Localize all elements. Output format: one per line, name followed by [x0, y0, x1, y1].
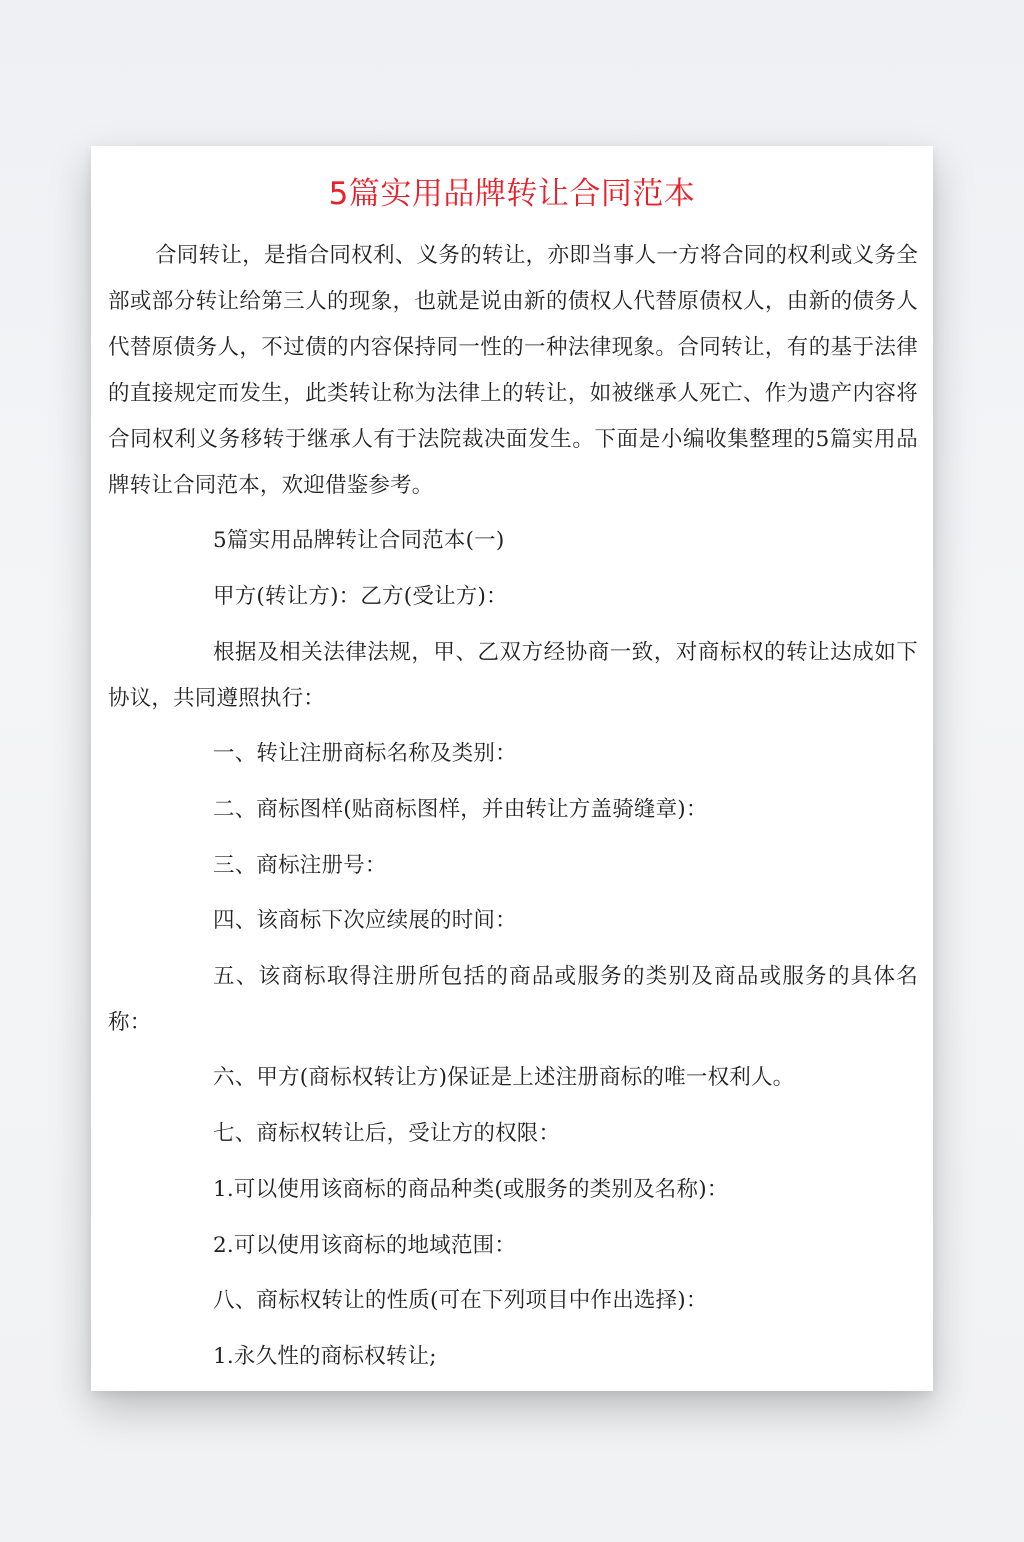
clause-2: 二、商标图样(贴商标图样，并由转让方盖骑缝章)： — [213, 797, 708, 822]
clause-3: 三、商标注册号： — [213, 853, 387, 878]
document-title: 5篇实用品牌转让合同范本 — [328, 176, 696, 212]
parties-line: 甲方(转让方)：乙方(受让方)： — [213, 584, 508, 609]
clause-8: 八、商标权转让的性质(可在下列项目中作出选择)： — [213, 1288, 708, 1313]
clause-4: 四、该商标下次应续展的时间： — [213, 908, 517, 933]
section-heading: 5篇实用品牌转让合同范本(一) — [213, 528, 505, 553]
clause-8-item-1: 1.永久性的商标权转让; — [213, 1344, 437, 1369]
agreement-paragraph: 根据及相关法律法规，甲、乙双方经协商一致，对商标权的转让达成如下协议，共同遵照执行： — [108, 640, 918, 711]
document-page — [91, 146, 933, 1391]
clause-6: 六、甲方(商标权转让方)保证是上述注册商标的唯一权利人。 — [213, 1065, 795, 1090]
clause-5: 五、该商标取得注册所包括的商品或服务的类别及商品或服务的具体名称： — [108, 964, 918, 1035]
intro-paragraph: 合同转让，是指合同权利、义务的转让，亦即当事人一方将合同的权利或义务全部或部分转让给第三人的现象，也就是说由新的债权人代替原债权人，由新的债务人代替原债务人，不过债的内容保持同一性的一种法律现象。合同转让，有的基于法律的直接规定而发生，此类转让称为法律上的转让，如被继承人死亡、作为遗产内容将合同权利义务移转于继承人有于法院裁决面发生。下面是小编收集整理的5篇实用品牌转让合同范本，欢迎借鉴参考。 — [108, 243, 918, 498]
clause-7-item-2: 2.可以使用该商标的地域范围： — [213, 1233, 517, 1258]
clause-1: 一、转让注册商标名称及类别： — [213, 741, 517, 766]
clause-7-item-1: 1.可以使用该商标的商品种类(或服务的类别及名称)： — [213, 1177, 729, 1202]
clause-7: 七、商标权转让后，受让方的权限： — [213, 1121, 561, 1146]
